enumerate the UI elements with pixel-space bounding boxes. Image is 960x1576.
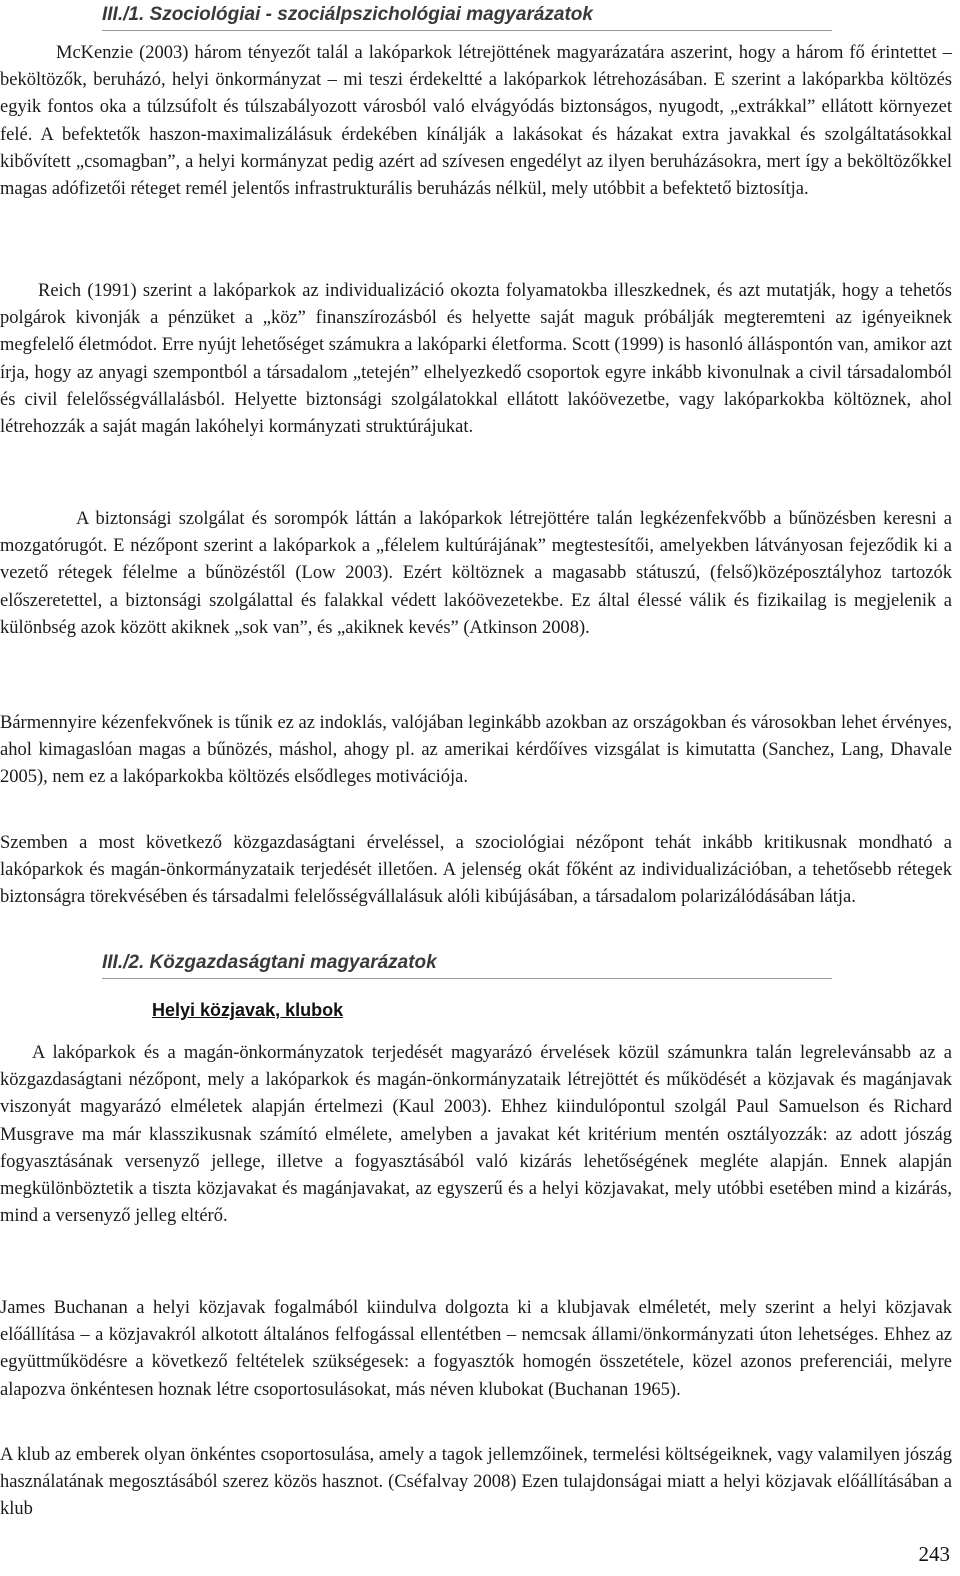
paragraph-club-definition: A klub az emberek olyan önkéntes csoportosulása, amely a tagok jellemzőinek, termelési költségeiknek, vagy valamilyen jószág használatának megosztásából szerez közös hasznot. (Cséfalvay 2008) Ezen tulajdonságai miatt a helyi közjavak előállításában a klub <box>0 1445 952 1520</box>
paragraph-public-goods: A lakóparkok és a magán-önkormányzatok terjedését magyarázó érvelések közül számunkra talán legrelevánsabb az a közgazdaságtani nézőpont, mely a lakóparkok és magán-önkormányzataik létrejöttét és működését a közjavak és magánjavak viszonyát magyarázó elméletek alapján értelmezi (Kaul 2003). Ehhez kiindulópontul szolgál Paul Samuelson és Richard Musgrave ma már klasszikusnak számító elmélete, amelyben a javakat két kritérium mentén osztályozzák: az adott jószág fogyasztásának versenyző jellege, illetve a fogyasztásából való kizárás lehetőségének megléte alapján. Ennek alapján megkülönböztetik a tiszta közjavakat és magánjavakat, az egyszerű és a helyi közjavakat, mely utóbbi esetében mind a kizárás, mind a versenyző jelleg eltérő. <box>0 1043 952 1227</box>
section-heading-2: III./2. Közgazdaságtani magyarázatok <box>102 952 832 979</box>
section-heading-1: III./1. Szociológiai - szociálpszichológiai magyarázatok <box>102 4 832 31</box>
paragraph-reich: Reich (1991) szerint a lakóparkok az individualizáció okozta folyamatokba illeszkednek, és azt mutatják, hogy a tehetős polgárok kivonják a pénzüket a „köz” finanszírozásból és helyette saját maguk próbálják megteremteni az igényeiknek megfelelő életmódot. Erre nyújt lehetőséget számukra a lakóparki életforma. Scott (1999) is hasonló álláspontón van, amikor azt írja, hogy az anyagi szempontból a társadalom „tetején” elhelyezkedő csoportok egyre inkább kivonulnak a civil társadalomból és civil felelősségvállalásból. Helyette biztonsági szolgálatokkal ellátott lakóövezetbe, vagy lakóparkokba költöznek, ahol létrehozzák a saját magán lakóhelyi kormányzati struktúrájukat. <box>0 281 952 438</box>
paragraph-security: A biztonsági szolgálat és sorompók láttán a lakóparkok létrejöttére talán legkézenfekvőbb a bűnözésben keresni a mozgatórugót. E nézőpont szerint a lakóparkok a „félelem kultúrájának” megtestesítői, amelyekben látványosan fejeződik ki a vezető rétegek félelme a bűnözéstől (Low 2003). Ezért költöznek a magasabb státuszú, (felső)középosztályhoz tartozók előszeretettel, a biztonsági szolgálattal és falakkal védett lakóövezetekbe. Ez által élessé válik és fizikailag is megjelenik a különbség azok között akiknek „sok van”, és „akiknek kevés” (Atkinson 2008). <box>0 509 952 638</box>
paragraph-buchanan: James Buchanan a helyi közjavak fogalmából kiindulva dolgozta ki a klubjavak elméletét, mely szerint a helyi közjavak előállítása – a közjavakról alkotott általános felfogással ellentétben – nemcsak állami/önkormányzati úton lehetséges. Ehhez az együttműködésre a következő feltételek szükségesek: a fogyasztók homogén összetétele, közel azonos preferenciái, melyre alapozva önkéntesen hoznak létre csoportosulásokat, más néven klubokat (Buchanan 1965). <box>0 1298 952 1400</box>
paragraph-crime-argument: Bármennyire kézenfekvőnek is tűnik ez az indoklás, valójában leginkább azokban az országokban és városokban lehet érvényes, ahol kimagaslóan magas a bűnözés, máshol, ahogy pl. az amerikai kérdőíves vizsgálat is kimutatta (Sanchez, Lang, Dhavale 2005), nem ez a lakóparkokba költözés elsődleges motivációja. <box>0 713 952 788</box>
subsection-heading: Helyi közjavak, klubok <box>152 1000 344 1020</box>
paragraph-sociological-summary: Szemben a most következő közgazdaságtani érveléssel, a szociológiai nézőpont tehát inkább kritikusnak mondható a lakóparkok és magán-önkormányzataik terjedését illetően. A jelenség okát főként az individualizációban, a tehetősebb rétegek biztonságra törekvésében és társadalmi felelősségvállalásuk alóli kibújásában, a társadalom polarizálódásában látja. <box>0 833 952 908</box>
page-number: 243 <box>918 1542 950 1566</box>
paragraph-mckenzie: McKenzie (2003) három tényezőt talál a lakóparkok létrejöttének magyarázatára aszerint, hogy a három fő érintettet – beköltözők, beruházó, helyi önkormányzat – mi teszi érdekeltté a lakóparkok létrehozásában. E szerint a lakóparkba költözés egyik fontos oka a túlzsúfolt és túlszabályozott városból való elvágyódás biztonságos, nyugodt, „extrákkal” ellátott környezet felé. A befektetők haszon-maximalizálásuk érdekében kínálják a lakásokat és házakat extra javakkal és szolgáltatásokkal kibővített „csomagban”, a helyi kormányzat pedig azért ad szívesen engedélyt az ilyen beruházásokra, mert így a beköltözőkkel magas adófizetői réteget remél jelentős infrastrukturális beruházás nélkül, mely utóbbit a befektető biztosítja. <box>0 43 952 200</box>
